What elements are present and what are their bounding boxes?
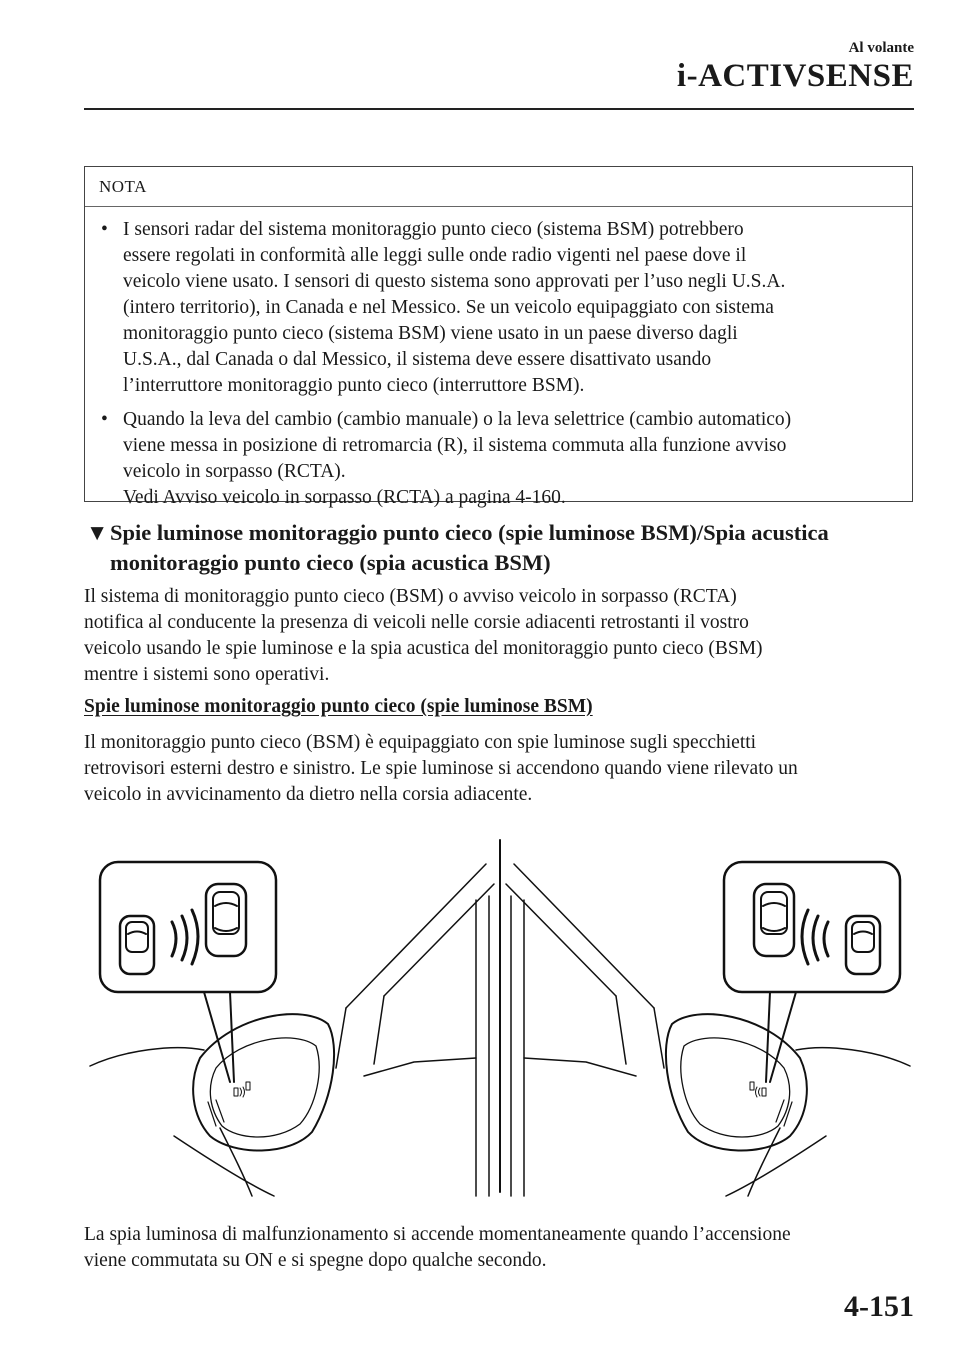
closing-paragraph [84,1222,916,1274]
paragraph-line: mentre i sistemi sono operativi. [84,664,330,685]
paragraph-line: Il monitoraggio punto cieco (BSM) è equipaggiato con spie luminose sugli specchietti [84,732,757,753]
left-mirror [193,1014,334,1150]
section-marker-icon: ▼ [86,520,109,545]
note-line: veicolo viene usato. I sensori di questo sistema sono approvati per l’uso negli U.S.A. [123,271,786,292]
note-line: monitoraggio punto cieco (sistema BSM) viene usato in un paese diverso dagli [123,323,738,344]
note-line: essere regolati in conformità alle leggi sulle onde radio vigenti nel paese dove il [123,245,747,266]
bullet-icon: • [101,219,108,240]
header-chapter: Al volante [848,40,914,56]
paragraph-line: veicolo usando le spie luminose e la spia acustica del monitoraggio punto cieco (BSM) [84,638,763,659]
body-paragraph [84,730,916,808]
note-item [99,217,898,399]
left-callout-pointer [204,992,234,1082]
sub-heading: Spie luminose monitoraggio punto cieco (spie luminose BSM) [84,696,593,717]
right-mirror-indicator [750,1082,766,1097]
note-line: I sensori radar del sistema monitoraggio punto cieco (sistema BSM) potrebbero [123,219,744,240]
note-line: U.S.A., dal Canada o dal Messico, il sistema deve essere disattivato usando [123,349,712,370]
paragraph-line: retrovisori esterni destro e sinistro. Le spie luminose si accendono quando viene rilevato un [84,758,798,779]
paragraph-line: La spia luminosa di malfunzionamento si accende momentaneamente quando l’accensione [84,1224,791,1245]
page-number: 4-151 [844,1290,914,1323]
right-callout-pointer [766,992,796,1082]
paragraph-line: viene commutata su ON e si spegne dopo qualche secondo. [84,1250,547,1271]
section-heading-line: monitoraggio punto cieco (spia acustica BSM) [110,550,551,575]
note-line: veicolo in sorpasso (RCTA). [123,461,346,482]
note-item [99,407,898,511]
left-callout [100,862,276,992]
left-mirror-indicator [234,1082,250,1097]
note-box [84,166,913,508]
note-line: viene messa in posizione di retromarcia (R), il sistema commuta alla funzione avviso [123,435,787,456]
left-window-frame [336,864,494,1196]
paragraph-line: notifica al conducente la presenza di veicoli nelle corsie adiacenti retrostanti il vostro [84,612,749,633]
right-window-frame [506,864,664,1196]
right-callout [724,862,900,992]
section-heading-line: Spie luminose monitoraggio punto cieco (spie luminose BSM)/Spia acustica [110,520,829,545]
header-title: i-ACTIVSENSE [676,58,914,94]
note-title: NOTA [85,167,912,207]
note-line: Vedi Avviso veicolo in sorpasso (RCTA) a pagina 4-160. [123,487,566,508]
intro-paragraph [84,584,916,688]
left-door-body [90,1048,274,1196]
note-line: (intero territorio), in Canada e nel Messico. Se un veicolo equipaggiato con sistema [123,297,774,318]
note-list [85,207,912,511]
note-line: l’interruttore monitoraggio punto cieco (interruttore BSM). [123,375,585,396]
right-mirror [666,1014,807,1150]
paragraph-line: Il sistema di monitoraggio punto cieco (BSM) o avviso veicolo in sorpasso (RCTA) [84,586,737,607]
note-line: Quando la leva del cambio (cambio manuale) o la leva selettrice (cambio automatico) [123,409,792,430]
header-rule [84,108,914,110]
right-door-body [726,1048,910,1196]
section-heading [86,518,916,578]
paragraph-line: veicolo in avvicinamento da dietro nella corsia adiacente. [84,784,533,805]
bullet-icon: • [101,409,108,430]
mirror-illustration [84,836,916,1200]
mirror-bsm-indicator-illustration-icon [84,836,916,1200]
